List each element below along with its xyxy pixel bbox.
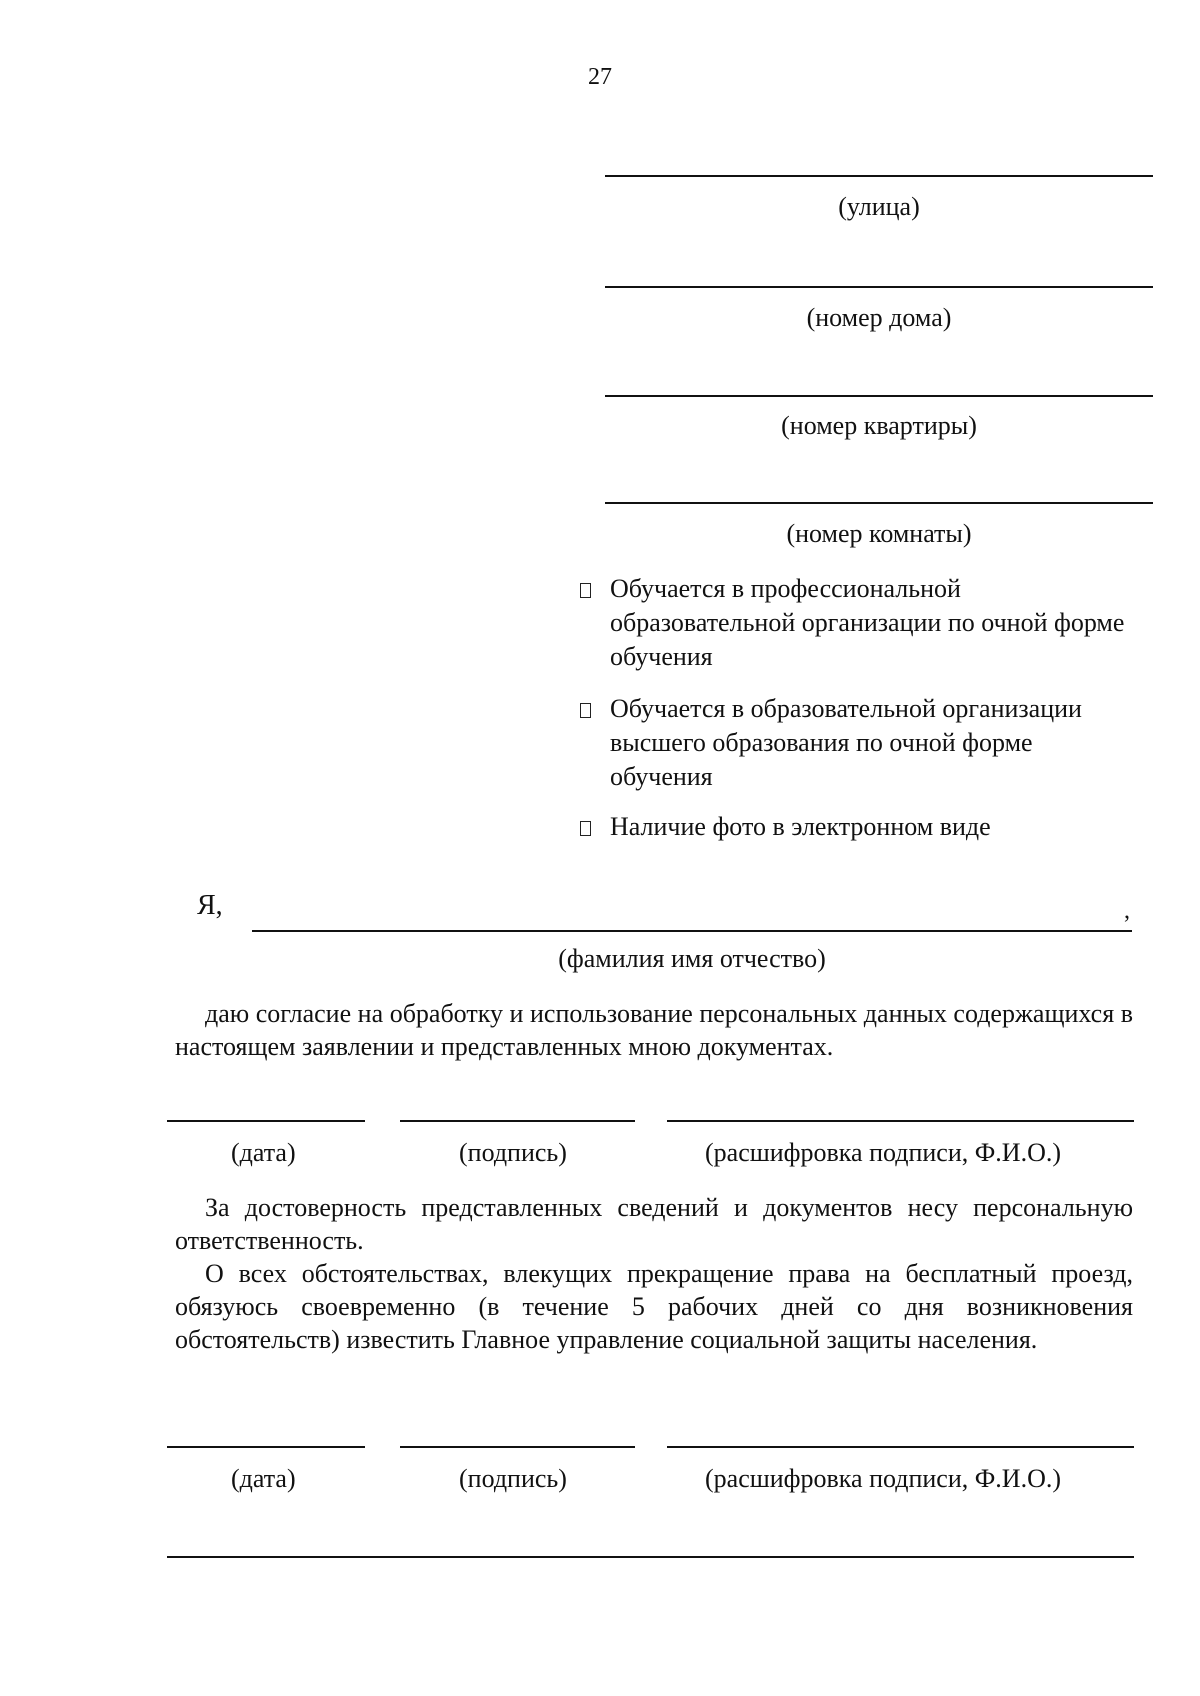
room-number-line[interactable] (605, 502, 1153, 504)
checkbox-icon[interactable] (580, 583, 591, 598)
name-decryption-caption: (расшифровка подписи, Ф.И.О.) (705, 1138, 1062, 1167)
street-line[interactable] (605, 175, 1153, 177)
checkbox-icon[interactable] (580, 821, 591, 836)
house-number-caption: (номер дома) (806, 303, 952, 332)
name-decryption-line[interactable] (667, 1446, 1134, 1448)
date-line[interactable] (167, 1120, 365, 1122)
checkbox-label: Обучается в профессиональной образовательной организации по очной форме обучения (610, 574, 1125, 671)
checkbox-label: Наличие фото в электронном виде (610, 812, 991, 841)
checkbox-electronic-photo[interactable] (580, 810, 1140, 844)
checkbox-icon[interactable] (580, 703, 591, 718)
date-caption: (дата) (231, 1464, 296, 1493)
consent-text: даю согласие на обработку и использование персональных данных содержащихся в настоящем заявлении и представленных мною документах. (175, 999, 1133, 1061)
date-line[interactable] (167, 1446, 365, 1448)
full-name-caption: (фамилия имя отчество) (558, 944, 826, 973)
street-caption: (улица) (838, 192, 920, 221)
page-number: 27 (588, 64, 612, 90)
apartment-number-line[interactable] (605, 395, 1153, 397)
responsibility-paragraph-2: О всех обстоятельствах, влекущих прекращение права на бесплатный проезд, обязуюсь своевременно (в течение 5 рабочих дней со дня возникновения обстоятельств) известить Главное управление социальной защиты населения. (175, 1259, 1133, 1354)
responsibility-paragraph-1: За достоверность представленных сведений и документов несу персональную ответственность. (175, 1193, 1133, 1255)
signature-line[interactable] (400, 1120, 635, 1122)
room-number-caption: (номер комнаты) (786, 519, 972, 548)
name-decryption-caption: (расшифровка подписи, Ф.И.О.) (705, 1464, 1062, 1493)
signature-line[interactable] (400, 1446, 635, 1448)
signature-caption: (подпись) (459, 1138, 567, 1167)
consent-prefix: Я, (197, 890, 223, 921)
checkbox-label: Обучается в образовательной организации высшего образования по очной форме обучения (610, 694, 1082, 791)
bottom-separator-line (167, 1556, 1134, 1558)
signature-caption: (подпись) (459, 1464, 567, 1493)
checkbox-professional-education[interactable] (580, 572, 1140, 674)
apartment-number-caption: (номер квартиры) (781, 411, 977, 440)
consent-suffix: , (1124, 898, 1130, 924)
name-decryption-line[interactable] (667, 1120, 1134, 1122)
checkbox-higher-education[interactable] (580, 692, 1140, 794)
house-number-line[interactable] (605, 286, 1153, 288)
full-name-line[interactable] (252, 930, 1132, 932)
date-caption: (дата) (231, 1138, 296, 1167)
